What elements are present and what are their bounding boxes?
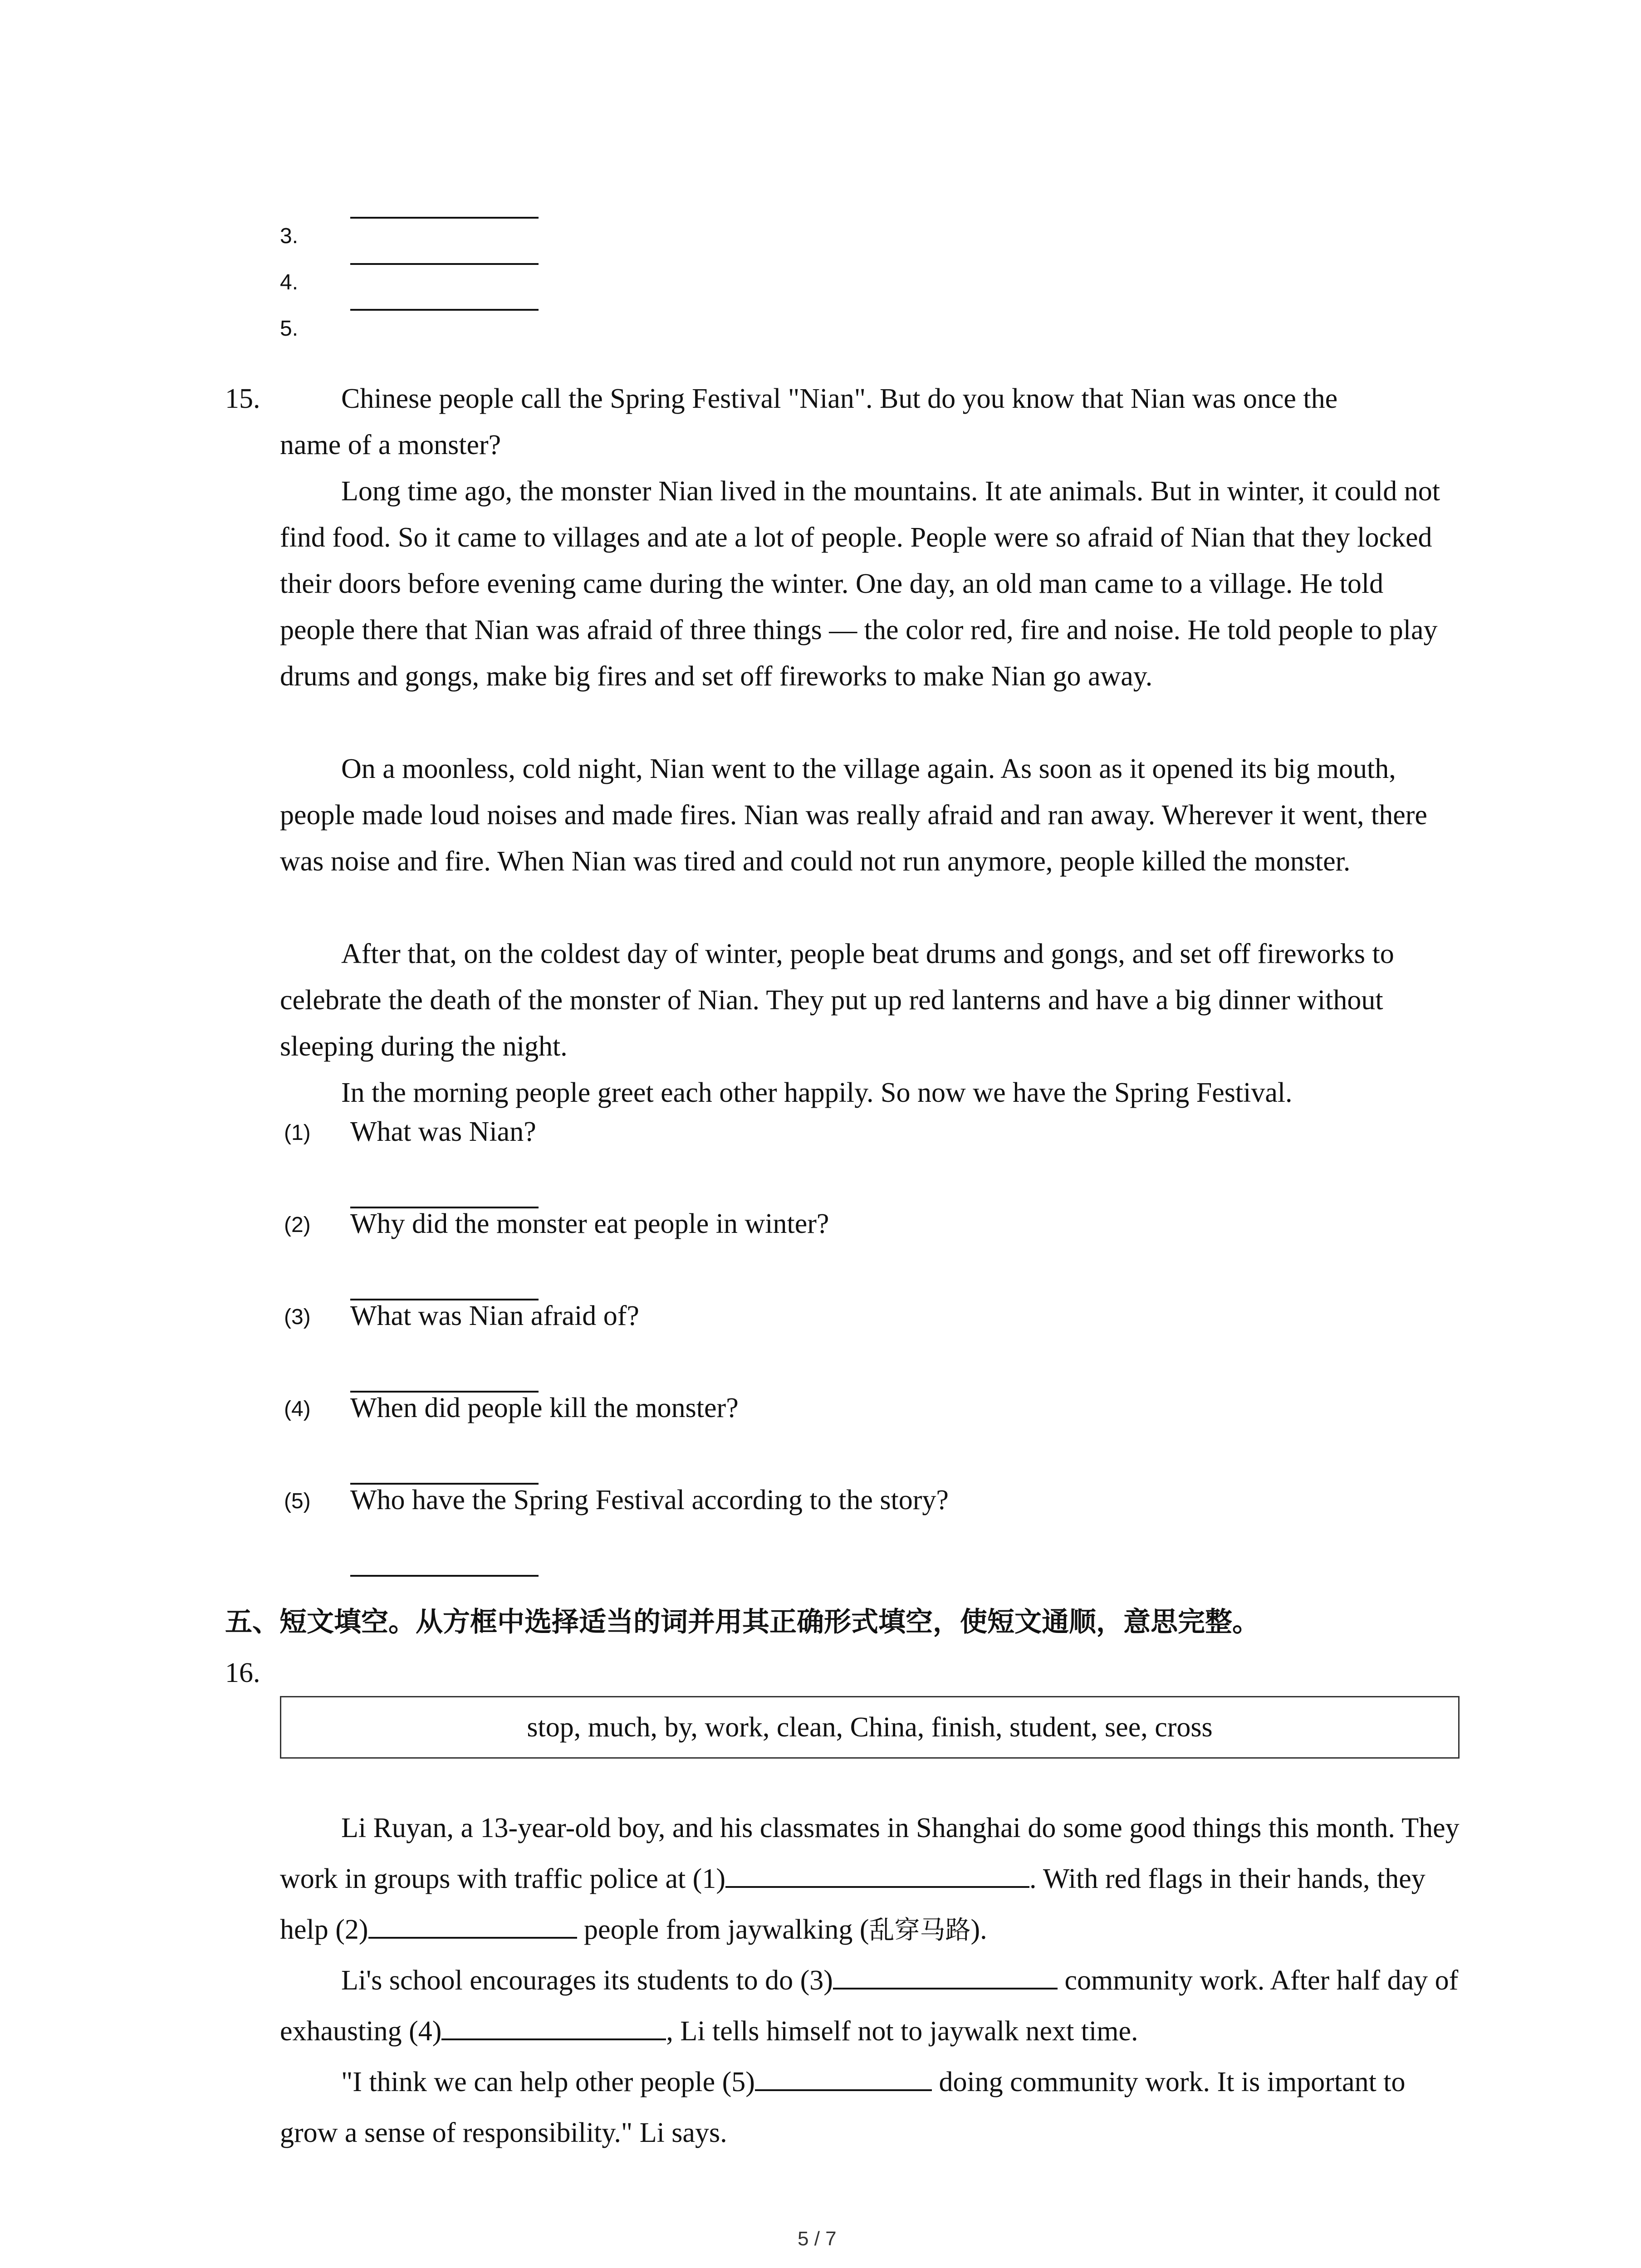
subquestion-5-number: (5) [284,1489,311,1513]
word-box [280,1696,1460,1759]
subquestion-5-answer-blank[interactable] [350,1575,539,1577]
cloze-paragraph-1 [280,1803,1460,1956]
subquestion-3-text: What was Nian afraid of? [350,1300,639,1331]
subquestion-1-text: What was Nian? [350,1116,536,1147]
cloze-p2-text-b: community work. After half day of exhausting (4) [280,1965,1459,2047]
passage-paragraph-3: After that, on the coldest day of winter, people beat drums and gongs, and set off fireworks to celebrate the death of the monster of Nian. They put up red lanterns and have a big dinner without sleeping during the night. [280,938,1394,1062]
question-16-number: 16. [225,1657,260,1688]
answer-number-4: 4. [280,270,299,294]
cloze-p1-text-c: people from jaywalking ( [577,1914,869,1945]
question-15-number: 15. [225,383,260,414]
passage-paragraph-4: In the morning people greet each other happily. So now we have the Spring Festival. [341,1077,1293,1108]
answer-blank-2[interactable] [350,217,539,219]
cloze-p1-text-d: ). [970,1914,987,1945]
section-5-title: 五、短文填空。从方框中选择适当的词并用其正确形式填空，使短文通顺，意思完整。 [225,1606,1259,1638]
cloze-p1-text-a: Li Ruyan, a 13-year-old boy, and his classmates in Shanghai do some good things this month. They work in groups with traffic police at (1) [280,1813,1460,1894]
subquestion-1-number: (1) [284,1121,311,1145]
question-15-intro-line1: Chinese people call the Spring Festival "Nian". But do you know that Nian was once the [341,383,1338,414]
cloze-p2-text-c: , Li tells himself not to jaywalk next time. [666,2016,1138,2047]
word-box-words: stop, much, by, work, clean, China, finish, student, see, cross [527,1711,1213,1743]
passage-paragraph-2: On a moonless, cold night, Nian went to the village again. As soon as it opened its big mouth, people made loud noises and made fires. Nian was really afraid and ran away. Wherever it went, there was noise and fire. When Nian was tired and could not run anymore, people killed the monster. [280,753,1427,877]
cloze-p3-text-b: doing community work. It is important to grow a sense of responsibility." Li says. [280,2067,1406,2148]
page-number: 5 / 7 [798,2228,837,2250]
answer-blank-3[interactable] [350,263,539,265]
answer-blank-4[interactable] [350,309,539,311]
cloze-blank-3[interactable] [833,1964,1058,1989]
subquestion-2-text: Why did the monster eat people in winter? [350,1208,829,1239]
cloze-blank-4[interactable] [441,2015,666,2040]
subquestion-3-number: (3) [284,1305,311,1329]
question-15-intro-line2: name of a monster? [280,430,501,460]
subquestion-5-text: Who have the Spring Festival according to the story? [350,1485,949,1515]
cloze-p2-text-a: Li's school encourages its students to do (3) [341,1965,833,1996]
cloze-p3-text-a: "I think we can help other people (5) [341,2067,755,2097]
cloze-p1-chinese-gloss: 乱穿马路 [869,1916,971,1945]
subquestion-4-number: (4) [284,1397,311,1421]
cloze-paragraph-2 [280,1955,1460,2057]
cloze-paragraph-3 [280,2057,1460,2158]
subquestion-4-text: When did people kill the monster? [350,1393,739,1423]
cloze-blank-1[interactable] [725,1862,1029,1888]
passage-paragraph-1: Long time ago, the monster Nian lived in the mountains. It ate animals. But in winter, it could not find food. So it came to villages and ate a lot of people. People were so afraid of Nian that they locked their doors before evening came during the winter. One day, an old man came to a village. He told people there that Nian was afraid of three things — the color red, fire and noise. He told people to play drums and gongs, make big fires and set off fireworks to make Nian go away. [280,476,1440,692]
cloze-p1-text-b: . With red flags in their hands, they help (2) [280,1863,1425,1945]
cloze-blank-2[interactable] [368,1913,577,1939]
answer-number-3: 3. [280,224,299,248]
answer-number-5: 5. [280,317,299,341]
subquestion-2-number: (2) [284,1213,311,1237]
cloze-blank-5[interactable] [755,2066,932,2091]
